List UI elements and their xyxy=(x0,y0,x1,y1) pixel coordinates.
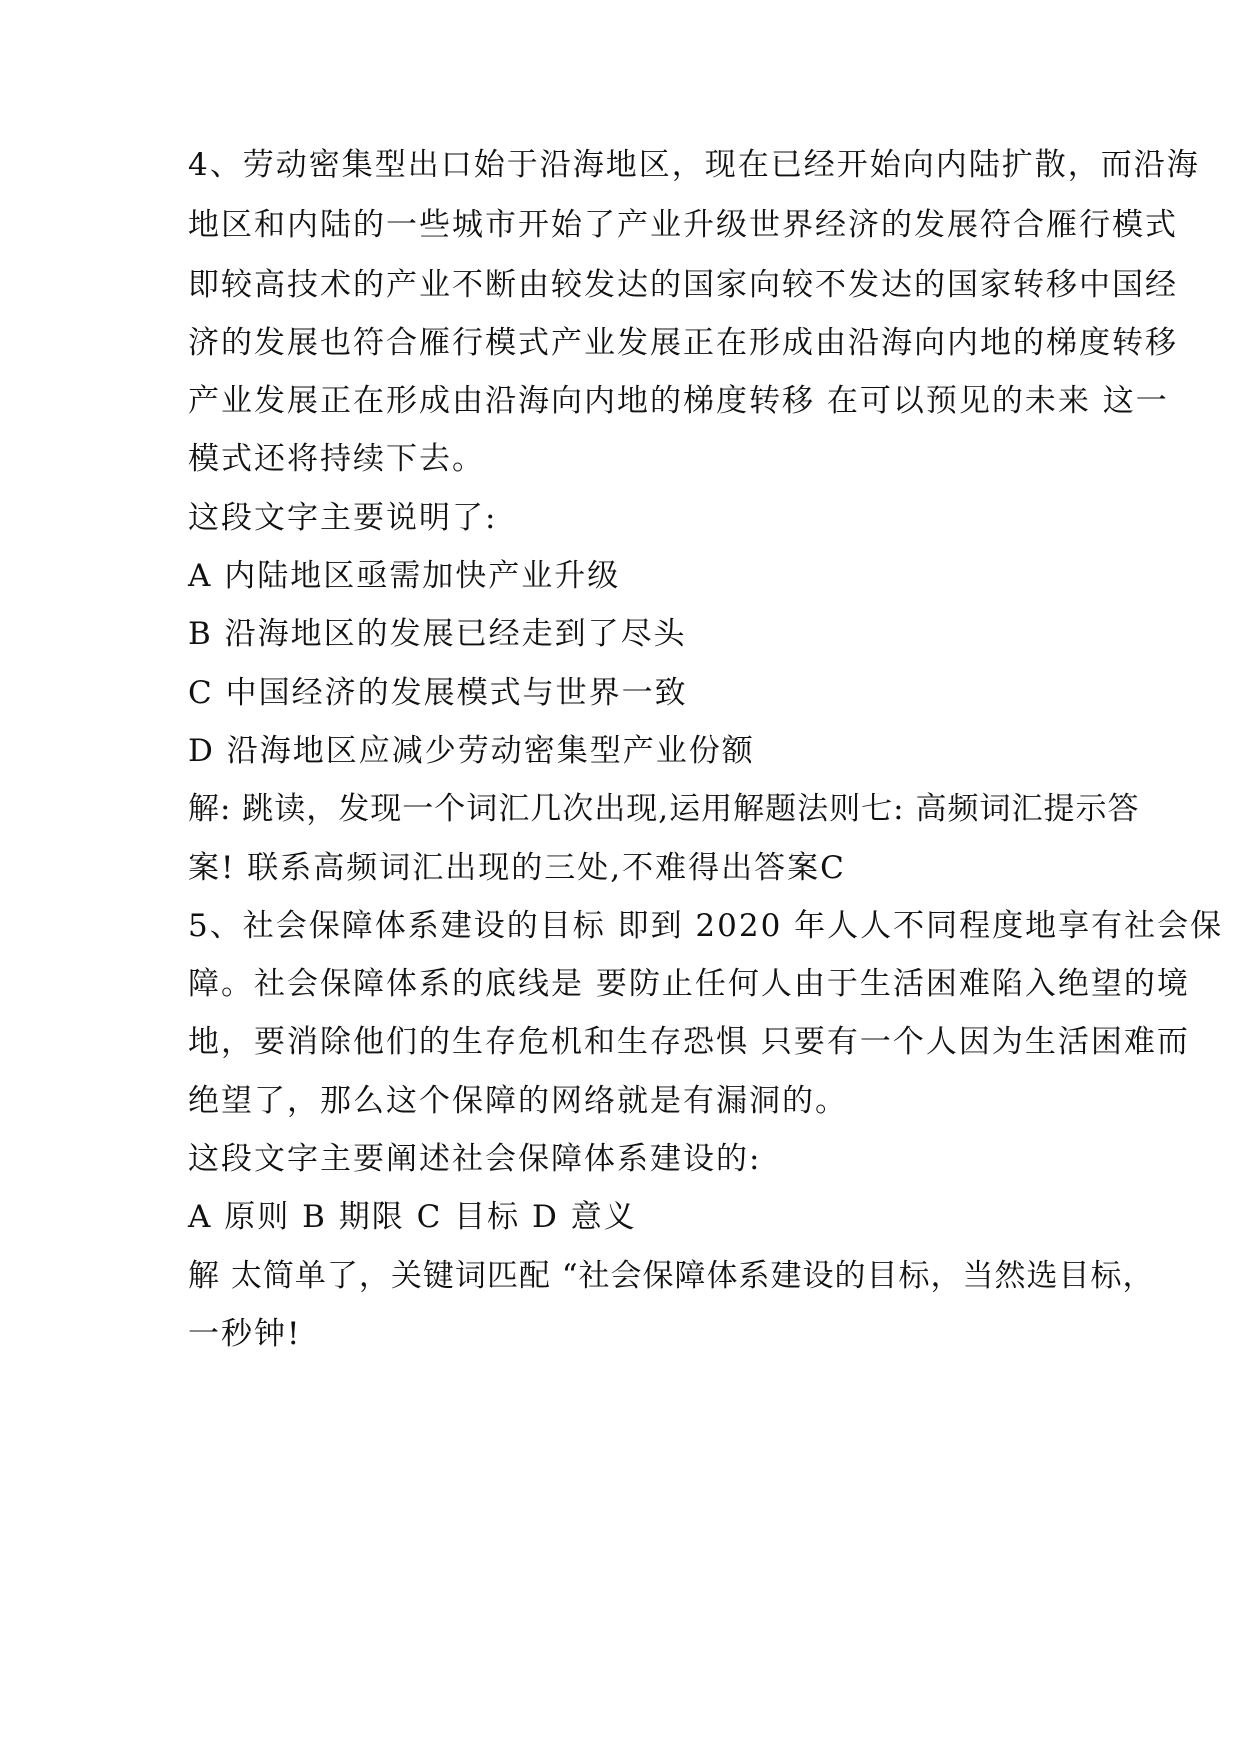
q4-solution-line-2: 案! 联系高频词汇出现的三处,不难得出答案C xyxy=(188,850,846,886)
q4-passage-line-4: 济的发展也符合雁行模式产业发展正在形成由沿海向内地的梯度转移 xyxy=(188,325,1178,361)
q5-solution-line-2: 一秒钟! xyxy=(188,1316,302,1352)
q5-passage-line-2: 障。社会保障体系的底线是 要防止任何人由于生活困难陷入绝望的境 xyxy=(188,966,1190,1002)
q4-passage-line-6: 模式还将持续下去。 xyxy=(188,441,485,477)
q4-option-d: D 沿海地区应减少劳动密集型产业份额 xyxy=(188,733,755,769)
q4-option-b: B 沿海地区的发展已经走到了尽头 xyxy=(188,616,687,652)
q4-passage-line-2: 地区和内陆的一些城市开始了产业升级世界经济的发展符合雁行模式 xyxy=(188,207,1178,243)
q5-passage-line-1: 5、社会保障体系建设的目标 即到 2020 年人人不同程度地享有社会保 xyxy=(188,908,1224,944)
q4-question: 这段文字主要说明了: xyxy=(188,500,498,536)
q4-passage-line-1: 4、劳动密集型出口始于沿海地区，现在已经开始向内陆扩散，而沿海 xyxy=(188,147,1200,183)
q5-question: 这段文字主要阐述社会保障体系建设的: xyxy=(188,1141,762,1177)
q5-solution-line-1: 解 太简单了，关键词匹配 “社会保障体系建设的目标，当然选目标， xyxy=(188,1258,1155,1294)
q5-passage-line-4: 绝望了，那么这个保障的网络就是有漏洞的。 xyxy=(188,1083,848,1119)
q4-option-a: A 内陆地区亟需加快产业升级 xyxy=(188,558,621,594)
q5-options: A 原则 B 期限 C 目标 D 意义 xyxy=(188,1199,637,1235)
q4-passage-line-3: 即较高技术的产业不断由较发达的国家向较不发达的国家转移中国经 xyxy=(188,267,1178,303)
q5-passage-line-3: 地，要消除他们的生存危机和生存恐惧 只要有一个人因为生活困难而 xyxy=(188,1024,1190,1060)
q4-passage-line-5: 产业发展正在形成由沿海向内地的梯度转移 在可以预见的未来 这一 xyxy=(188,383,1169,419)
q4-solution-line-1: 解: 跳读，发现一个词汇几次出现,运用解题法则七: 高频词汇提示答 xyxy=(188,791,1140,827)
q4-option-c: C 中国经济的发展模式与世界一致 xyxy=(188,675,688,711)
